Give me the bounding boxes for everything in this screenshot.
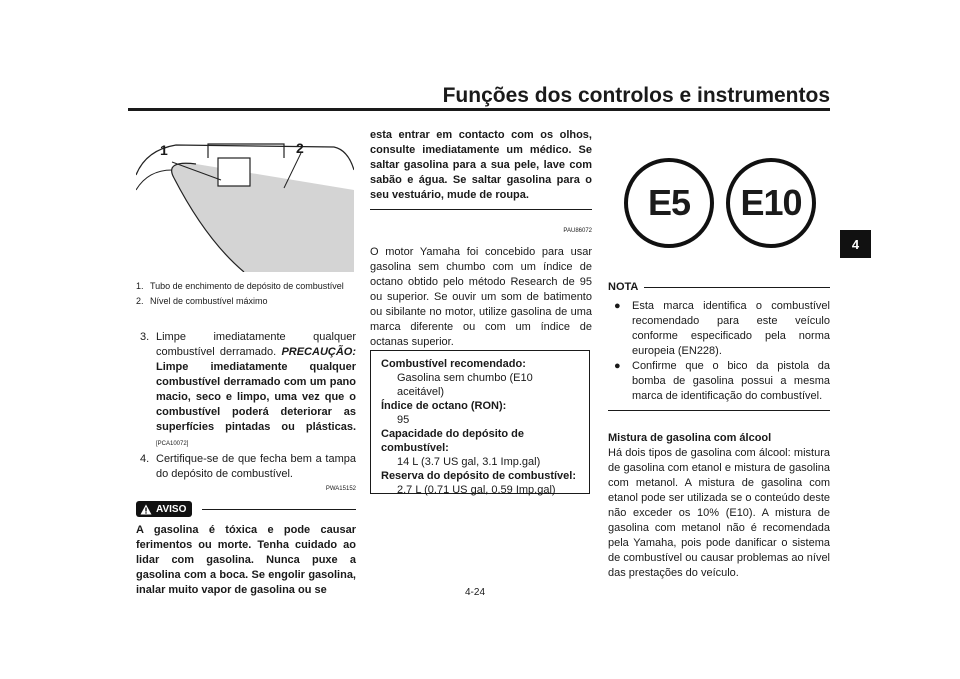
spec-reserve-value: 2.7 L (0.71 US gal, 0.59 Imp.gal) [397, 484, 556, 496]
fuel-tank-figure [136, 130, 354, 272]
spec-octane-label: Índice de octano (RON): [381, 400, 507, 412]
header-rule [128, 108, 830, 111]
step-4: 4. Certifique-se de que fecha bem a tampa do depósito de combustível. [140, 453, 356, 480]
e5-label: E5 [647, 182, 691, 223]
nota-bullet: ● Esta marca identifica o combustível recomendado para este veículo conforme especificado pela norma europeia (EN228). [614, 300, 830, 357]
fuel-spec-box [370, 350, 590, 494]
page-number: 4-24 [465, 587, 486, 598]
figure-label-1: 1 [160, 142, 168, 158]
warning-code: PWA15152 [325, 486, 356, 492]
warning-end-rule [370, 209, 592, 210]
spec-reserve-label: Reserva do depósito de combustível: [381, 470, 576, 482]
section-tab: 4 [840, 230, 871, 258]
e10-mark [726, 158, 816, 248]
e10-label: E10 [740, 182, 802, 223]
step-3: 3. Limpe imediatamente qualquer combustível derramado. PRECAUÇÃO: Limpe imediatamente qualquer combustível derramado com um pano macio, seco e limpo, uma vez que o combustível poderá deteriorar as superfícies pintadas ou plásticas.[PCA10072] [140, 331, 356, 447]
e5-mark [624, 158, 714, 248]
nota-end-rule [608, 410, 830, 411]
mix-paragraph: Há dois tipos de gasolina com álcool: mistura de gasolina com etanol e mistura de gasolina com metanol. A mistura de gasolina com etanol pode ser utilizada se o conteúdo deste não exceder os 10% (E10). A mistura de gasolina com metanol não é recomendada pela Yamaha, pois pode danificar o sistema de combustível ou causar problemas ao nível das prestações do veículo. [608, 447, 830, 579]
column-2-body [370, 128, 592, 350]
mix-title: Mistura de gasolina com álcool [608, 432, 772, 444]
warning-triangle-icon [140, 504, 152, 515]
nota-header [608, 280, 830, 295]
caption-item: 2. Nível de combustível máximo [136, 296, 268, 306]
precaution-text: Limpe imediatamente qualquer combustível derramado com um pano macio, seco e limpo, uma vez que o combustível poderá deteriorar as superfícies pintadas ou plásticas. [156, 361, 356, 433]
column-1-body [136, 330, 356, 598]
spec-fuel-label: Combustível recomendado: [381, 358, 526, 370]
warning-text-part1: A gasolina é tóxica e pode causar ferimentos ou morte. Tenha cuidado ao lidar com gasolina. Nunca puxe a gasolina com a boca. Se engolir gasolina, inalar muito vapor de gasolina ou se [136, 524, 356, 596]
figure-captions [136, 280, 356, 307]
page-title: Funções dos controlos e instrumentos [442, 84, 830, 107]
warning-text-part2: esta entrar em contacto com os olhos, consulte imediatamente um médico. Se saltar gasolina para a sua pele, lave com sabão e água. Se saltar gasolina para o seu vestuário, mude de roupa. [370, 129, 592, 201]
nota-title: NOTA [608, 281, 639, 293]
precaution-label: PRECAUÇÃO: [281, 346, 356, 358]
engine-paragraph: O motor Yamaha foi concebido para usar gasolina sem chumbo com um índice de octano obtido pelo método Research de 95 ou superior. Se ouvir um som de batimento ou sibilante no motor, utilize gasolina de uma marca diferente ou com um índice de octanas superior. [370, 246, 592, 348]
column-3-body [608, 280, 830, 581]
aviso-badge: AVISO [136, 501, 192, 517]
spec-fuel-value: Gasolina sem chumbo (E10 aceitável) [397, 372, 533, 398]
caption-item: 1. Tubo de enchimento de depósito de combustível [136, 281, 344, 291]
warning-header [136, 501, 356, 517]
spec-capacity-value: 14 L (3.7 US gal, 3.1 Imp.gal) [397, 456, 541, 468]
spec-octane-value: 95 [397, 414, 410, 426]
nota-bullet: ● Confirme que o bico da pistola da bomba de gasolina possui a mesma marca de identificação do combustível. [614, 360, 830, 402]
engine-para-code: PAU86072 [563, 228, 592, 234]
figure-label-2: 2 [296, 140, 304, 156]
spec-capacity-label: Capacidade do depósito de combustível: [381, 428, 525, 454]
